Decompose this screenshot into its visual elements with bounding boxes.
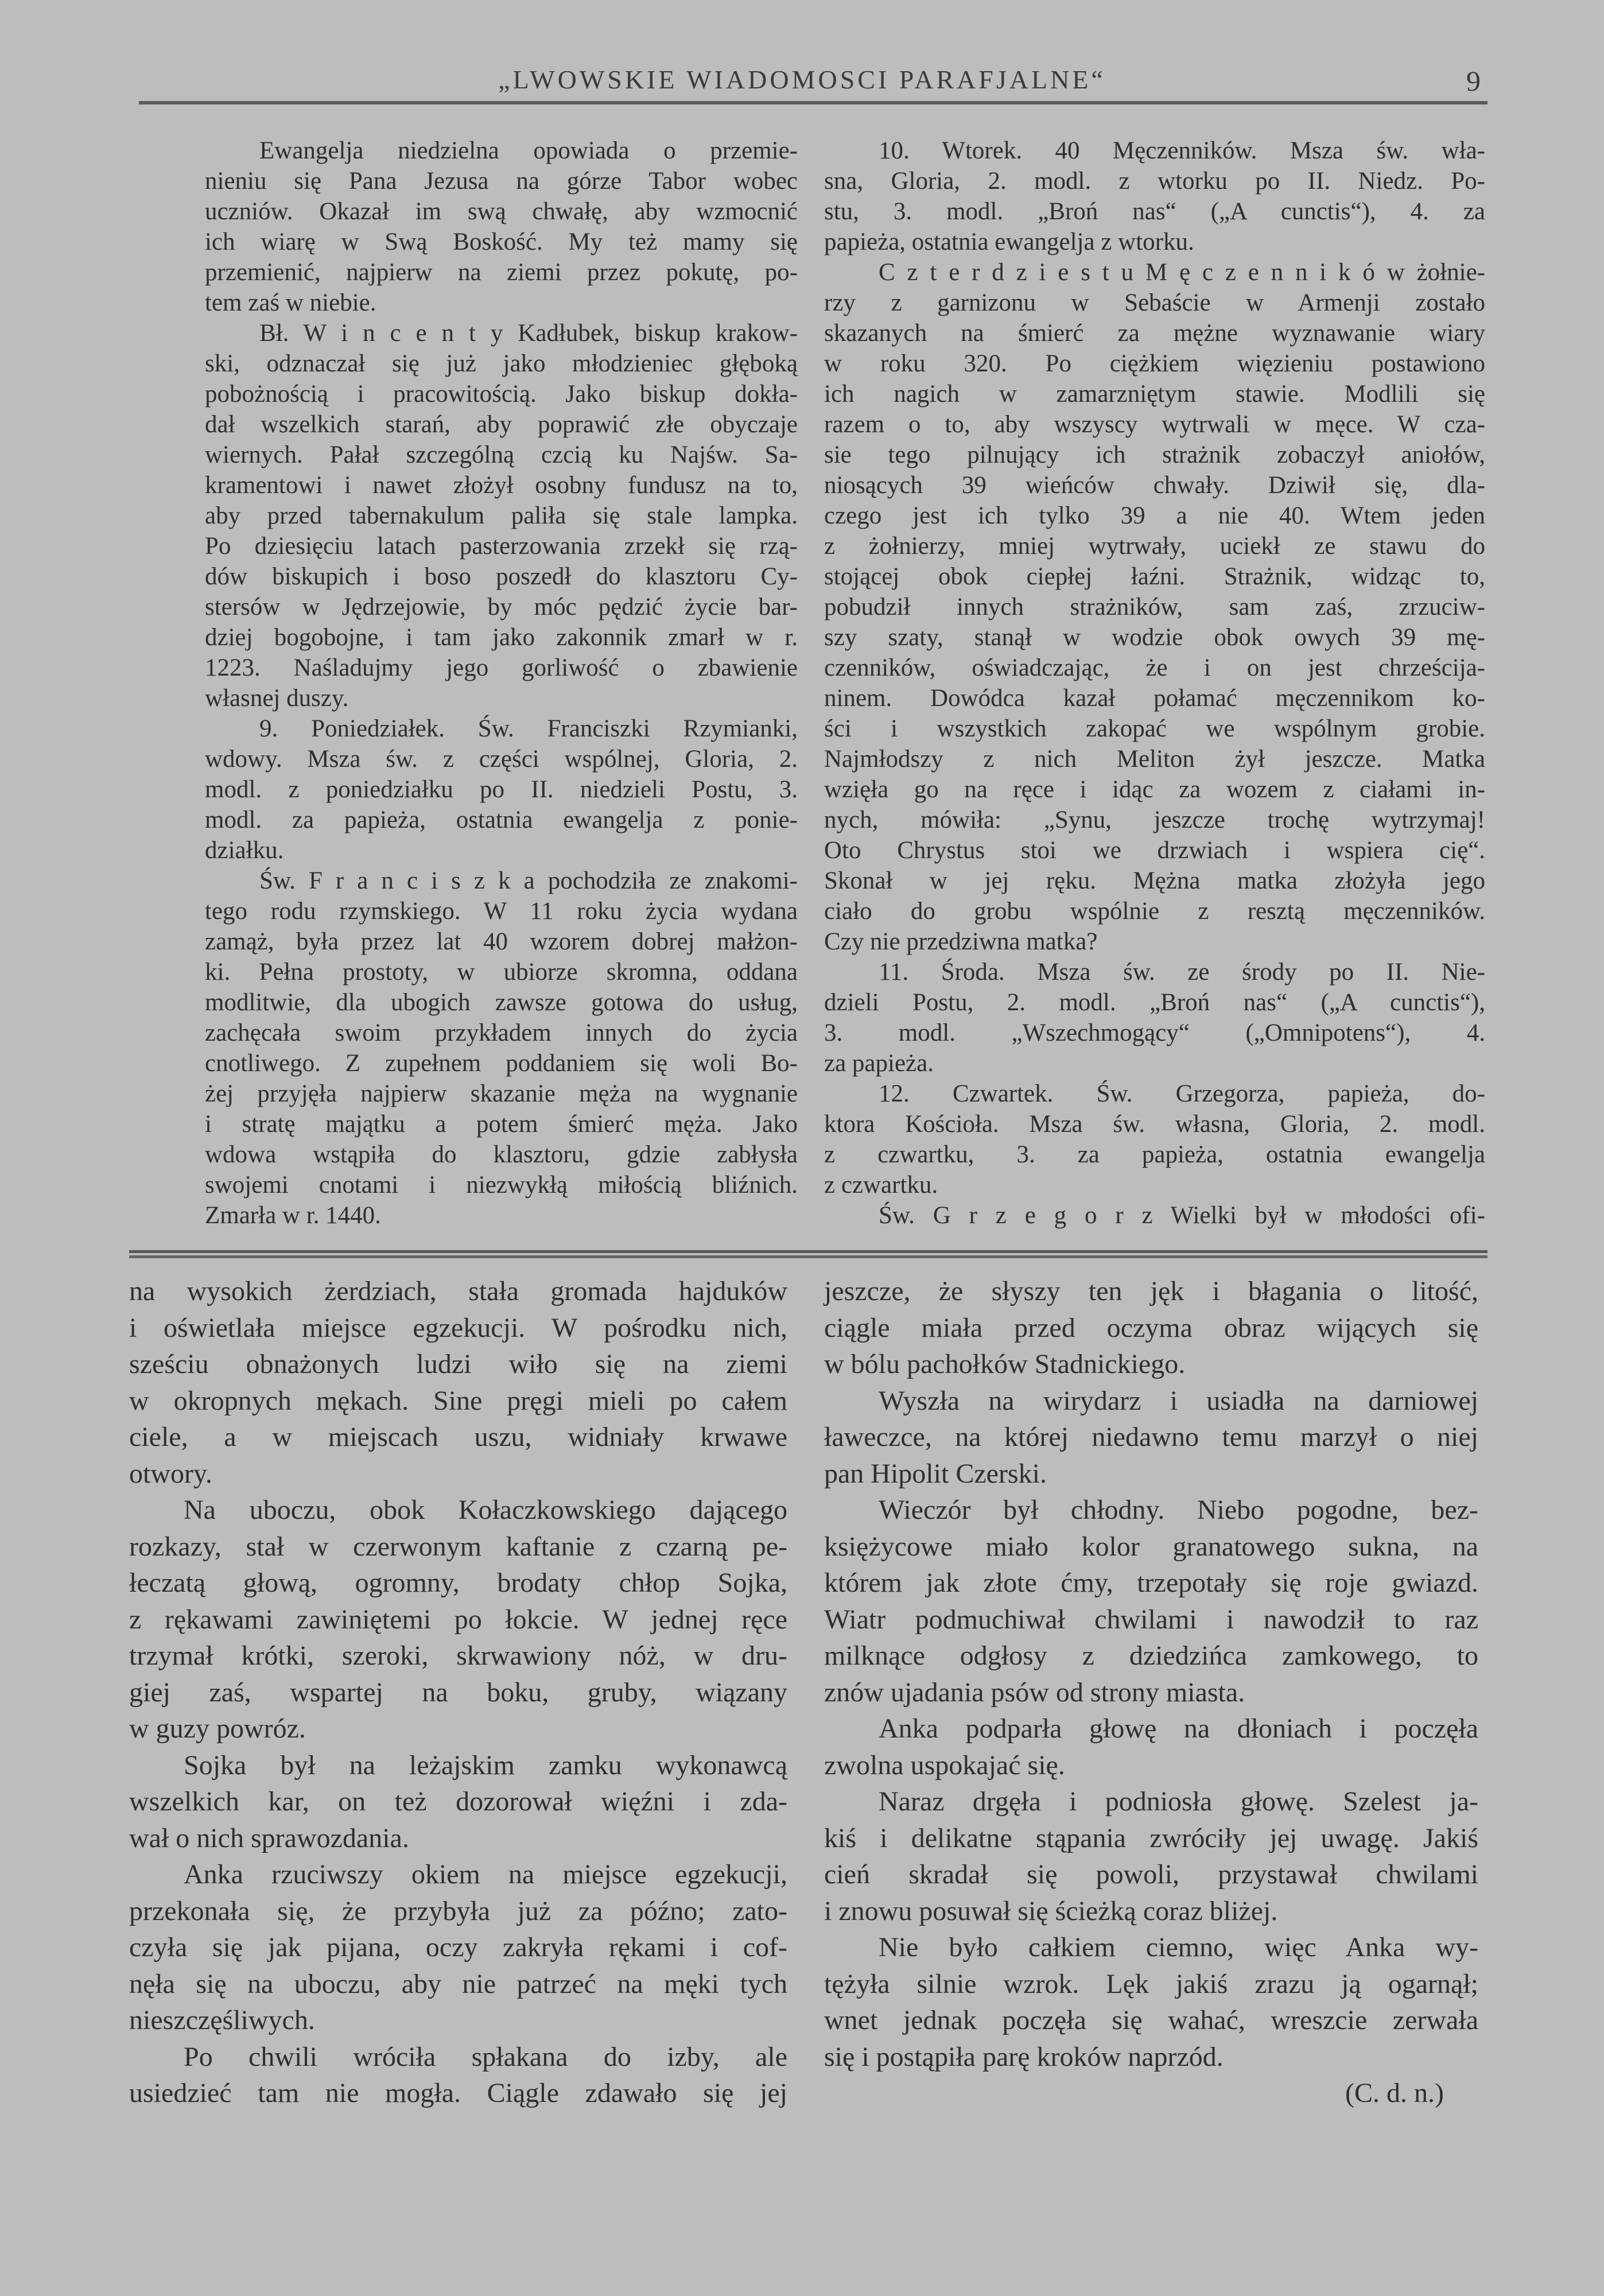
text-line: sześciu obnażonych ludzi wiło się na ziemi xyxy=(129,1349,787,1379)
text-line: 3. modl. „Wszechmogący“ („Omnipotens“), 4. xyxy=(824,1019,1485,1046)
text-line: sna, Gloria, 2. modl. z wtorku po II. Niedz. Po- xyxy=(824,168,1485,195)
text-line: w okropnych mękach. Sine pręgi mieli po całem xyxy=(129,1385,787,1416)
text-line: ki. Pełna prostoty, w ubiorze skromna, oddana xyxy=(205,959,798,986)
running-header: „LWOWSKIE WIADOMOSCI PARAFJALNE“ xyxy=(498,65,1106,94)
text-line: pobożnością i pracowitością. Jako biskup dokła- xyxy=(205,381,798,408)
text-line: znów ujadania psów od strony miasta. xyxy=(824,1677,1245,1708)
text-line: szy szaty, stanął w wodzie obok owych 39 mę- xyxy=(824,624,1485,651)
text-line: w roku 320. Po ciężkiem więzieniu postawiono xyxy=(824,350,1485,377)
text-line: ciało do grobu wspólnie z resztą męczenników. xyxy=(824,898,1485,925)
text-line: Zmarła w r. 1440. xyxy=(205,1202,381,1229)
text-line: trzymał krótki, szeroki, skrwawiony nóż, w dru- xyxy=(129,1640,787,1671)
text-line: Naraz drgęła i podniosła głowę. Szelest ja- xyxy=(879,1786,1478,1817)
text-line: ski, odznaczał się już jako młodzieniec głęboką xyxy=(205,350,798,377)
text-line: tem zaś w niebie. xyxy=(205,289,376,316)
text-line: Św. G r z e g o r z Wielki był w młodości ofi- xyxy=(879,1202,1485,1229)
text-line: nych, mówiła: „Synu, jeszcze trochę wytrzymaj! xyxy=(824,806,1485,833)
text-line: ści i wszystkich zakopać we wspólnym grobie. xyxy=(824,715,1485,742)
page-number: 9 xyxy=(1466,65,1481,97)
text-line: ich wiarę w Swą Boskość. My też mamy się xyxy=(205,228,798,255)
text-line: nęła się na uboczu, aby nie patrzeć na męki tych xyxy=(129,1968,787,1999)
text-line: za papieża. xyxy=(824,1050,934,1077)
text-line: nieniu się Pana Jezusa na górze Tabor wobec xyxy=(205,168,798,195)
text-line: cień skradał się powoli, przystawał chwilami xyxy=(824,1859,1478,1890)
text-line: z rękawami zawiniętemi po łokcie. W jednej ręce xyxy=(129,1604,787,1635)
text-line: tężyła silnie wzrok. Lęk jakiś zrazu ją ogarnął; xyxy=(824,1968,1478,1999)
text-line: wiernych. Pałał szczególną czcią ku Najśw. Sa- xyxy=(205,441,798,468)
text-line: z żołnierzy, mniej wytrwały, uciekł ze stawu do xyxy=(824,533,1485,560)
text-line: zachęcała swoim przykładem innych do życia xyxy=(205,1019,798,1046)
text-line: Oto Chrystus stoi we drzwiach i wspiera cię“. xyxy=(824,837,1485,864)
text-line: się i postąpiła parę kroków naprzód. xyxy=(824,2041,1224,2072)
text-line: z czwartku, 3. za papieża, ostatnia ewangelja xyxy=(824,1141,1485,1168)
text-line: Po dziesięciu latach pasterzowania zrzekł się rzą- xyxy=(205,533,798,560)
text-line: ciele, a w miejscach uszu, widniały krwawe xyxy=(129,1422,787,1452)
text-line: Wiatr podmuchiwał chwilami i nawodził to raz xyxy=(824,1604,1478,1635)
text-line: rzy z garnizonu w Sebaście w Armenji zostało xyxy=(824,289,1485,316)
text-line: 9. Poniedziałek. Św. Franciszki Rzymianki, xyxy=(259,715,798,742)
text-line: C z t e r d z i e s t u M ę c z e n n i k ó w żołnie- xyxy=(879,259,1485,286)
text-line: Nie było całkiem ciemno, więc Anka wy- xyxy=(879,1932,1478,1963)
text-line: Bł. W i n c e n t y Kadłubek, biskup krakow- xyxy=(259,320,798,347)
header-rule xyxy=(139,101,1488,104)
text-line: ich nagich w zamarzniętym stawie. Modlili się xyxy=(824,381,1485,408)
text-line: dziej bogobojne, i tam jako zakonnik zmarł w r. xyxy=(205,624,798,651)
text-line: wzięła go na ręce i idąc za wozem z ciałami in- xyxy=(824,776,1485,803)
text-line: czego jest ich tylko 39 a nie 40. Wtem jeden xyxy=(824,502,1485,529)
text-line: Wyszła na wirydarz i usiadła na darniowej xyxy=(879,1385,1478,1416)
text-line: 11. Środa. Msza św. ze środy po II. Nie- xyxy=(879,959,1485,986)
story-column-left xyxy=(129,1273,787,2112)
text-line: aby przed tabernakulum paliła się stale lampka. xyxy=(205,502,798,529)
text-line: na wysokich żerdziach, stała gromada hajduków xyxy=(129,1276,787,1306)
text-line: Skonał w jej ręku. Mężna matka złożyła jego xyxy=(824,867,1485,894)
text-line: Po chwili wróciła spłakana do izby, ale xyxy=(184,2041,787,2072)
text-line: działku. xyxy=(205,837,284,864)
text-line: otwory. xyxy=(129,1458,212,1489)
text-line: zamąż, była przez lat 40 wzorem dobrej małżon- xyxy=(205,928,798,955)
text-line: kramentowi i nawet złożył osobny fundusz na to, xyxy=(205,472,798,499)
text-line: którem jak złote ćmy, trzepotały się roje gwiazd. xyxy=(824,1568,1478,1598)
text-line: dzieli Postu, 2. modl. „Broń nas“ („A cunctis“), xyxy=(824,989,1485,1016)
text-line: przemienić, najpierw na ziemi przez pokutę, po- xyxy=(205,259,798,286)
text-line: 10. Wtorek. 40 Męczenników. Msza św. wła- xyxy=(879,137,1485,164)
text-line: zwolna uspokajać się. xyxy=(824,1750,1065,1781)
text-line: w guzy powróz. xyxy=(129,1713,306,1744)
text-line: Anka rzuciwszy okiem na miejsce egzekucji, xyxy=(184,1859,787,1890)
section-divider xyxy=(129,1250,1488,1258)
text-line: ciągle miała przed oczyma obraz wijących się xyxy=(824,1312,1478,1343)
text-line: Na uboczu, obok Kołaczkowskiego dającego xyxy=(184,1495,787,1525)
text-line: dał wszelkich starań, aby poprawić złe obyczaje xyxy=(205,411,798,438)
text-line: Anka podparła głowę na dłoniach i poczęła xyxy=(879,1713,1478,1744)
text-line: czyła się jak pijana, oczy zakryła rękami i cof- xyxy=(129,1932,787,1963)
text-line: sie tego pilnujący ich strażnik zobaczył aniołów, xyxy=(824,441,1485,468)
text-line: skazanych na śmierć za mężne wyznawanie wiary xyxy=(824,320,1485,347)
text-line: modl. za papieża, ostatnia ewangelja z ponie- xyxy=(205,806,798,833)
text-line: giej zaś, wspartej na boku, gruby, wiązany xyxy=(129,1677,787,1708)
text-line: żej przyjęła najpierw skazanie męża na wygnanie xyxy=(205,1080,798,1107)
text-line: przekonała się, że przybyła już za późno; zato- xyxy=(129,1895,787,1926)
text-line: pan Hipolit Czerski. xyxy=(824,1458,1047,1489)
text-line: własnej duszy. xyxy=(205,685,349,712)
text-line: papieża, ostatnia ewangelja z wtorku. xyxy=(824,228,1194,255)
text-line: razem o to, aby wszyscy wytrwali w męce. W cza- xyxy=(824,411,1485,438)
story-column-right xyxy=(824,1273,1478,2112)
text-line: czenników, oświadczając, że i on jest chrześcija- xyxy=(824,654,1485,681)
text-line: i oświetlała miejsce egzekucji. W pośrodku nich, xyxy=(129,1312,787,1343)
text-line: wszelkich kar, on też dozorował więźni i zda- xyxy=(129,1786,787,1817)
calendar-column-right xyxy=(824,135,1485,1231)
text-line: wał o nich sprawozdania. xyxy=(129,1822,409,1853)
text-line: z czwartku. xyxy=(824,1172,938,1199)
text-line: w bólu pachołków Stadnickiego. xyxy=(824,1349,1186,1379)
text-line: Czy nie przedziwna matka? xyxy=(824,928,1098,955)
text-line: ninem. Dowódca kazał połamać męczennikom ko- xyxy=(824,685,1485,712)
text-line: wdowa wstąpiła do klasztoru, gdzie zabłysła xyxy=(205,1141,798,1168)
text-line: cnotliwego. Z zupełnem poddaniem się woli Bo- xyxy=(205,1050,798,1077)
text-line: Sojka był na leżajskim zamku wykonawcą xyxy=(184,1750,787,1781)
text-line: łeczatą głową, ogromny, brodaty chłop Sojka, xyxy=(129,1568,787,1598)
text-line: tego rodu rzymskiego. W 11 roku życia wydana xyxy=(205,898,798,925)
text-line: pobudził innych strażników, sam zaś, zrzuciw- xyxy=(824,594,1485,620)
text-line: jeszcze, że słyszy ten jęk i błagania o litość, xyxy=(824,1276,1478,1306)
text-line: rozkazy, stał w czerwonym kaftanie z czarną pe- xyxy=(129,1531,787,1562)
continued-note: (C. d. n.) xyxy=(1345,2078,1444,2108)
text-line: Ewangelja niedzielna opowiada o przemie- xyxy=(259,137,798,164)
text-line: i stratę majątku a potem śmierć męża. Jako xyxy=(205,1111,798,1138)
text-line: stu, 3. modl. „Broń nas“ („A cunctis“), 4. za xyxy=(824,198,1485,225)
text-line: uczniów. Okazał im swą chwałę, aby wzmocnić xyxy=(205,198,798,225)
text-line: kiś i delikatne stąpania zwróciły jej uwagę. Jakiś xyxy=(824,1822,1478,1853)
text-line: dów biskupich i boso poszedł do klasztoru Cy- xyxy=(205,563,798,590)
text-line: ktora Kościoła. Msza św. własna, Gloria, 2. modl. xyxy=(824,1111,1485,1138)
text-line: księżycowe miało kolor granatowego sukna, na xyxy=(824,1531,1478,1562)
text-line: 12. Czwartek. Św. Grzegorza, papieża, do- xyxy=(879,1080,1485,1107)
text-line: swojemi cnotami i niezwykłą miłością bliźnich. xyxy=(205,1172,798,1199)
text-line: wnet jednak poczęła się wahać, wreszcie zerwała xyxy=(824,2005,1478,2035)
text-line: milknące odgłosy z dziedzińca zamkowego, to xyxy=(824,1640,1478,1671)
text-line: stersów w Jędrzejowie, by móc pędzić życie bar- xyxy=(205,594,798,620)
text-line: i znowu posuwał się ścieżką coraz bliżej. xyxy=(824,1895,1278,1926)
calendar-column-left xyxy=(205,135,798,1231)
text-line: modlitwie, dla ubogich zawsze gotowa do usług, xyxy=(205,989,798,1016)
text-line: niosących 39 wieńców chwały. Dziwił się, dla- xyxy=(824,472,1485,499)
text-line: nieszczęśliwych. xyxy=(129,2005,315,2035)
text-line: stojącej obok ciepłej łaźni. Strażnik, widząc to, xyxy=(824,563,1485,590)
text-line: usiedzieć tam nie mogła. Ciągle zdawało się jej xyxy=(129,2078,787,2108)
text-line: Najmłodszy z nich Meliton żył jeszcze. Matka xyxy=(824,746,1485,773)
text-line: Św. F r a n c i s z k a pochodziła ze znakomi- xyxy=(259,867,798,894)
text-line: modl. z poniedziałku po II. niedzieli Postu, 3. xyxy=(205,776,798,803)
text-line: 1223. Naśladujmy jego gorliwość o zbawienie xyxy=(205,654,798,681)
text-line: wdowy. Msza św. z części wspólnej, Gloria, 2. xyxy=(205,746,798,773)
text-line: Wieczór był chłodny. Niebo pogodne, bez- xyxy=(879,1495,1478,1525)
text-line: ławeczce, na której niedawno temu marzył o niej xyxy=(824,1422,1478,1452)
